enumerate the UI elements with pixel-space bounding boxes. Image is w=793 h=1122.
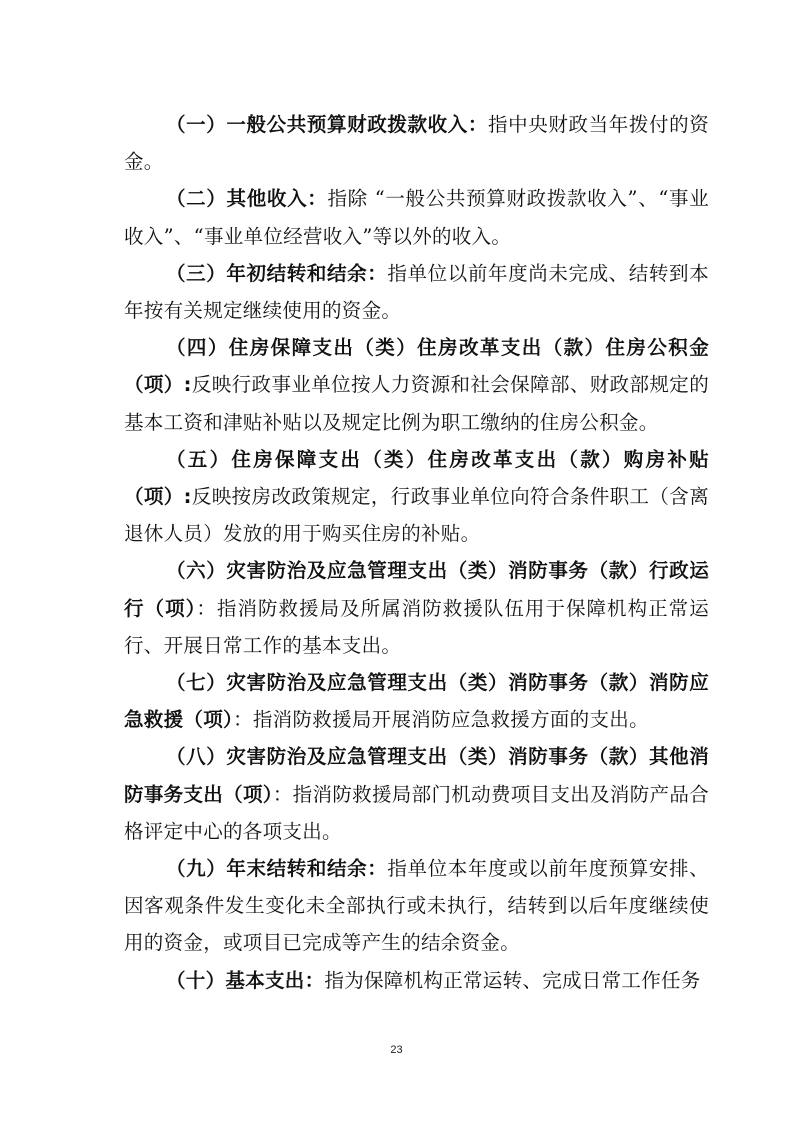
- paragraph-5: [124, 441, 709, 553]
- paragraph-1-heading: （一）一般公共预算财政拨款收入：: [166, 113, 488, 136]
- paragraph-7-text: ：指消防救援局开展消防应急救援方面的支出。: [233, 708, 649, 732]
- paragraph-10: [124, 962, 709, 999]
- paragraph-2-text: 指除 “一般公共预算财政拨款收入”、“事业收入”、“事业单位经营收入”等以外的收入。: [124, 187, 710, 248]
- page-number: 23: [390, 1044, 403, 1056]
- paragraph-5-text: 反映按房改政策规定，行政事业单位向符合条件职工（含离退休人员）发放的用于购买住房的补贴。: [124, 485, 709, 546]
- paragraph-8-text: ：指消防救援局部门机动费项目支出及消防产品合格评定中心的各项支出。: [124, 782, 709, 843]
- paragraph-2-heading: （二）其他收入：: [166, 187, 328, 211]
- paragraph-6-heading: （六）灾害防治及应急管理支出（类）消防事务（款）行政运行（项）: [124, 559, 709, 620]
- paragraph-6-text: ：指消防救援局及所属消防救援队伍用于保障机构正常运行、开展日常工作的基本支出。: [124, 596, 709, 657]
- paragraph-7: [124, 664, 709, 738]
- paragraph-8-heading: （八）灾害防治及应急管理支出（类）消防事务（款）其他消防事务支出（项）: [124, 745, 709, 806]
- paragraph-8: [124, 738, 709, 850]
- paragraph-2: [124, 180, 709, 254]
- paragraph-5-heading: （五）住房保障支出（类）住房改革支出（款）购房补贴（项）:: [124, 447, 709, 509]
- paragraph-3-heading: （三）年初结转和结余：: [166, 261, 388, 285]
- paragraph-4-text: 反映行政事业单位按人力资源和社会保障部、财政部规定的基本工资和津贴补贴以及规定比例为职工缴纳的住房公积金。: [124, 373, 709, 434]
- paragraph-4-heading: （四）住房保障支出（类）住房改革支出（款）住房公积金（项）:: [124, 336, 709, 397]
- paragraph-3-text: 指单位以前年度尚未完成、结转到本年按有关规定继续使用的资金。: [124, 261, 709, 323]
- paragraph-9-text: 指单位本年度或以前年度预算安排、因客观条件发生变化未全部执行或未执行，结转到以后年度继续使用的资金，或项目已完成等产生的结余资金。: [124, 857, 709, 955]
- paragraph-6: [124, 552, 709, 664]
- paragraph-3: [124, 255, 709, 329]
- document-body: [124, 106, 709, 999]
- paragraph-7-heading: （七）灾害防治及应急管理支出（类）消防事务（款）消防应急救援（项）: [124, 671, 709, 732]
- paragraph-9: [124, 850, 709, 962]
- paragraph-10-text: 指为保障机构正常运转、完成日常工作任务: [324, 968, 701, 992]
- paragraph-10-heading: （十）基本支出：: [166, 968, 325, 992]
- paragraph-1: [124, 106, 709, 180]
- paragraph-1-text: 指中央财政当年拨付的资金。: [124, 113, 709, 174]
- paragraph-9-heading: （九）年末结转和结余：: [166, 857, 388, 881]
- paragraph-4: [124, 329, 709, 441]
